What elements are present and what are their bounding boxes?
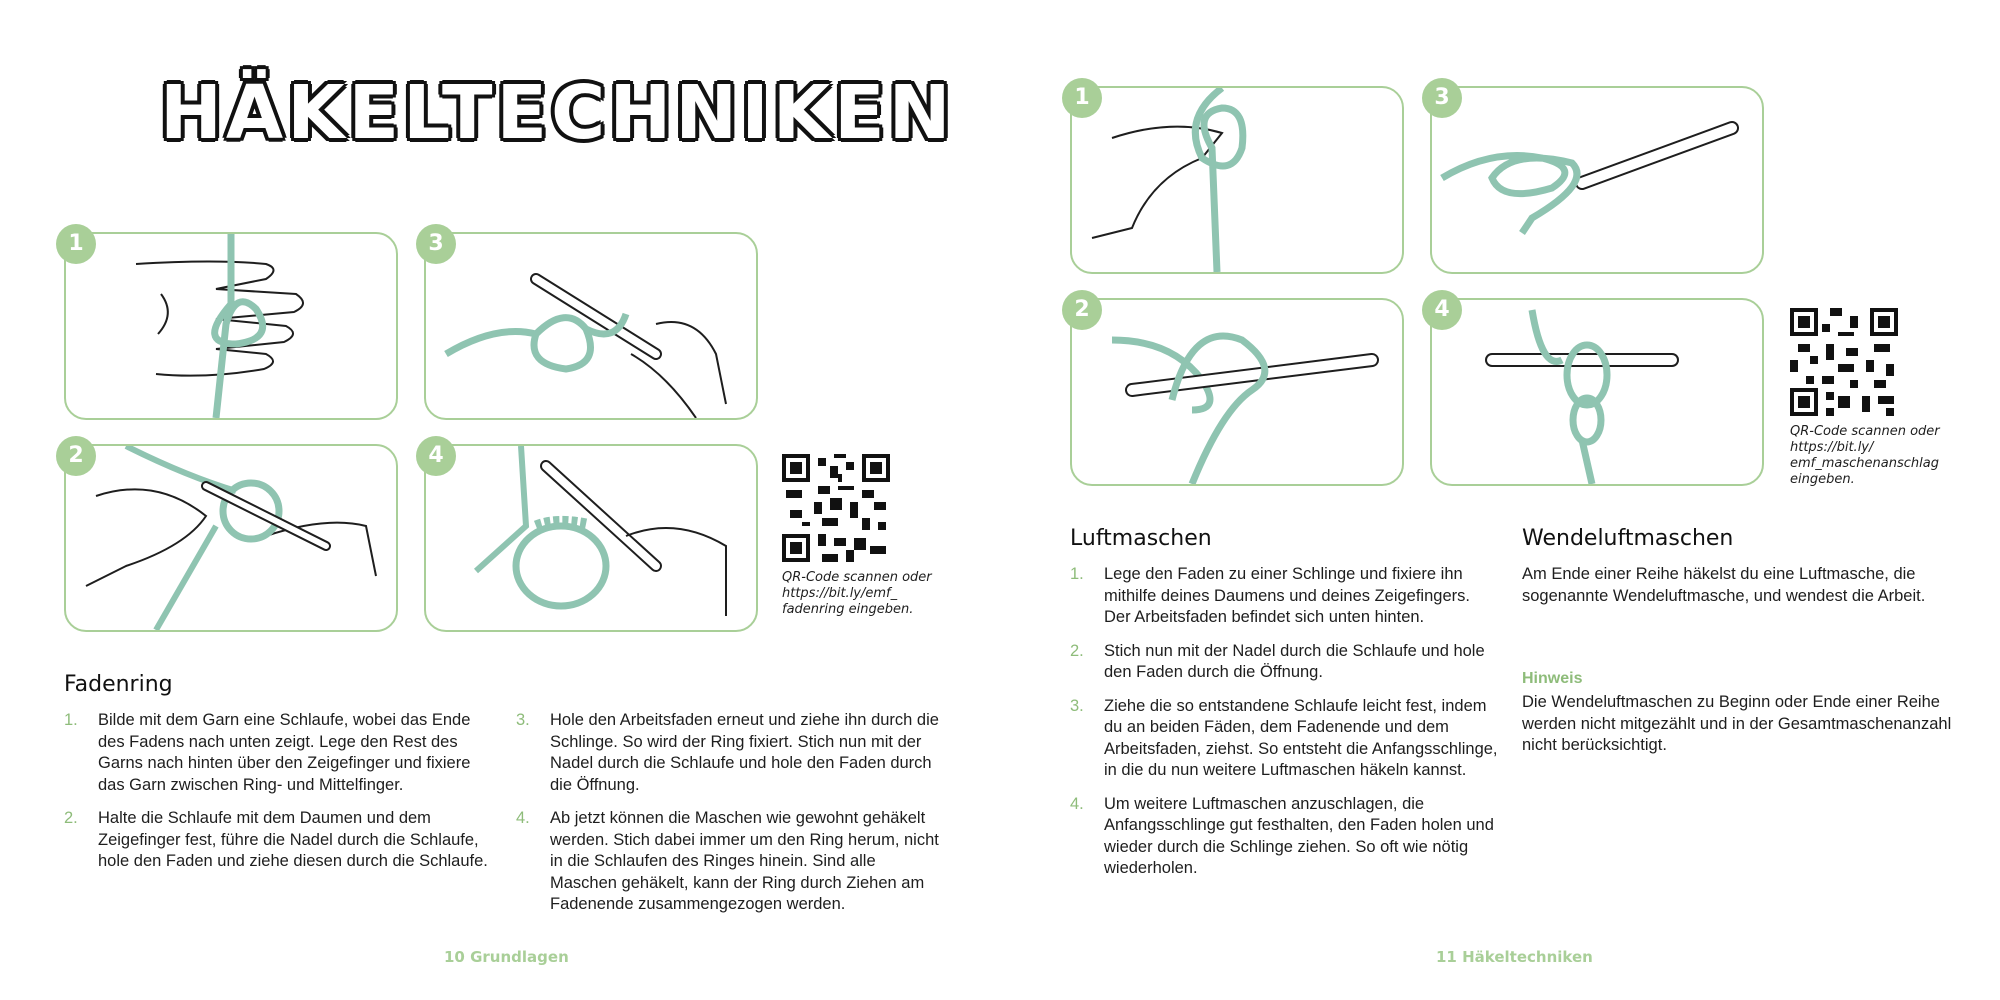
hand-loop-illustration bbox=[66, 234, 396, 418]
hands-hook-illustration bbox=[66, 446, 396, 630]
section-title-wendeluftmaschen: Wendeluftmaschen bbox=[1522, 526, 1734, 551]
hook-ring-illustration bbox=[426, 234, 756, 418]
step-text: Stich nun mit der Nadel durch die Schlaufe und hole den Faden durch die Öffnung. bbox=[1104, 641, 1485, 681]
list-item bbox=[1070, 641, 1500, 684]
section-title-fadenring: Fadenring bbox=[64, 672, 173, 697]
qr-caption: QR-Code scannen oder https://bit.ly/emf_ fadenring eingeben. bbox=[782, 570, 932, 617]
step-badge: 1 bbox=[56, 224, 96, 264]
illustration-panel-3 bbox=[424, 232, 758, 420]
step-number: 2. bbox=[64, 809, 78, 827]
step-text: Ab jetzt können die Maschen wie gewohnt gehäkelt werden. Stich dabei immer um den Ring herum, nicht in die Schlaufen des Ringes hinein. Sind alle Maschen gehäkelt, kann der Ring durch Ziehen am Fadenende zusammengezogen werden. bbox=[550, 809, 939, 913]
hook-through-loop-illustration bbox=[1072, 300, 1402, 484]
page-footer-right: 11 Häkeltechniken bbox=[1436, 948, 1593, 966]
slip-knot-hook-illustration bbox=[1432, 88, 1762, 272]
step-text: Bilde mit dem Garn eine Schlaufe, wobei das Ende des Fadens nach unten zeigt. Lege den Rest des Garns nach hinten über den Zeigefinger und fixiere das Garn zwischen Ring- und Mittelfinger. bbox=[98, 711, 471, 794]
steps-list-right bbox=[1070, 564, 1500, 892]
step-badge: 1 bbox=[1062, 78, 1102, 118]
step-badge: 4 bbox=[416, 436, 456, 476]
step-badge: 3 bbox=[1422, 78, 1462, 118]
list-item bbox=[1070, 564, 1500, 629]
step-text: Um weitere Luftmaschen anzuschlagen, die Anfangsschlinge gut festhalten, den Faden holen und wieder durch die Schlinge ziehen. So oft wie nötig wiederholen. bbox=[1104, 794, 1494, 877]
page-footer-left: 10 Grundlagen bbox=[444, 948, 569, 966]
section-title-luftmaschen: Luftmaschen bbox=[1070, 526, 1212, 551]
list-item bbox=[64, 808, 494, 873]
illustration-panel-4 bbox=[424, 444, 758, 632]
page-title: HÄKELTECHNIKEN bbox=[160, 70, 955, 156]
step-text: Hole den Arbeitsfaden erneut und ziehe ihn durch die Schlinge. So wird der Ring fixiert. Stich nun mit der Nadel durch die Schlaufe und hole den Faden durch die Öffnung. bbox=[550, 711, 939, 794]
illustration-panel-4 bbox=[1430, 298, 1764, 486]
section-paragraph: Am Ende einer Reihe häkelst du eine Luftmasche, die sogenannte Wendeluftmasche, und wendest die Arbeit. bbox=[1522, 565, 1926, 605]
hint-text: Die Wendeluftmaschen zu Beginn oder Ende einer Reihe werden nicht mitgezählt und in der Gesamtmaschenanzahl nicht berücksichtigt. bbox=[1522, 693, 1952, 754]
hint-label: Hinweis bbox=[1522, 670, 1583, 687]
step-badge: 2 bbox=[56, 436, 96, 476]
steps-list-left-col1 bbox=[64, 710, 494, 885]
illustration-panel-1 bbox=[64, 232, 398, 420]
illustration-panel-2 bbox=[1070, 298, 1404, 486]
step-number: 3. bbox=[516, 711, 530, 729]
illustration-panel-3 bbox=[1430, 86, 1764, 274]
steps-list-left-col2 bbox=[516, 710, 946, 928]
qr-code-icon[interactable] bbox=[1790, 308, 1898, 416]
step-text: Halte die Schlaufe mit dem Daumen und dem Zeigefinger fest, führe die Nadel durch die Schlaufe, hole den Faden und ziehe diesen durch die Schlaufe. bbox=[98, 809, 488, 870]
qr-caption: QR-Code scannen oder https://bit.ly/ emf_maschenanschlag eingeben. bbox=[1790, 424, 1940, 487]
qr-code-icon[interactable] bbox=[782, 454, 890, 562]
stitched-ring-illustration bbox=[426, 446, 756, 630]
step-number: 3. bbox=[1070, 696, 1084, 715]
list-item bbox=[1070, 794, 1500, 880]
step-number: 1. bbox=[1070, 565, 1084, 583]
step-text: Ziehe die so entstandene Schlaufe leicht fest, indem du an beiden Fäden, dem Fadenende und dem Arbeitsfaden, ziehst. So entsteht die Anfangsschlinge, in die du nun weitere Luftmaschen häkeln kannst. bbox=[1104, 696, 1498, 779]
list-item bbox=[64, 710, 494, 796]
step-text: Lege den Faden zu einer Schlinge und fixiere ihn mithilfe deines Daumens und deines Zeigefingers. Der Arbeitsfaden befindet sich unten hinten. bbox=[1104, 565, 1470, 626]
list-item bbox=[1070, 696, 1500, 782]
list-item bbox=[516, 808, 946, 916]
step-number: 4. bbox=[1070, 794, 1084, 813]
chain-stitch-illustration bbox=[1432, 300, 1762, 484]
list-item bbox=[516, 710, 946, 796]
step-number: 4. bbox=[516, 809, 530, 827]
illustration-panel-1 bbox=[1070, 86, 1404, 274]
illustration-panel-2 bbox=[64, 444, 398, 632]
loop-fingers-illustration bbox=[1072, 88, 1402, 272]
step-badge: 2 bbox=[1062, 290, 1102, 330]
step-badge: 4 bbox=[1422, 290, 1462, 330]
step-number: 2. bbox=[1070, 641, 1084, 660]
step-badge: 3 bbox=[416, 224, 456, 264]
step-number: 1. bbox=[64, 711, 78, 729]
